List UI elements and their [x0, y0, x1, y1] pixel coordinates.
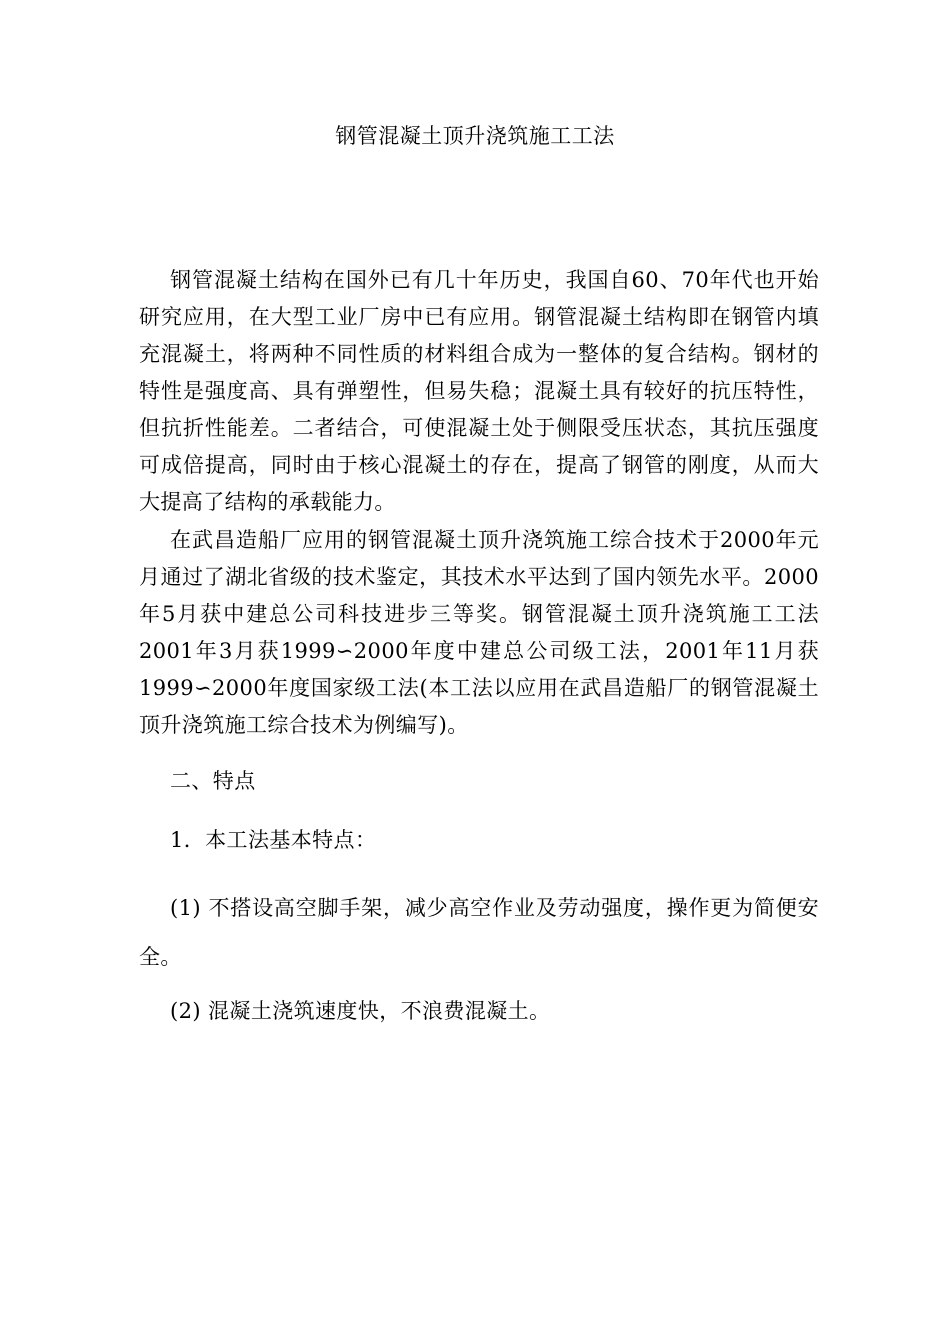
section-heading: 二、特点	[170, 769, 256, 793]
document-body	[139, 262, 819, 1026]
paragraph-awards: 在武昌造船厂应用的钢管混凝土顶升浇筑施工综合技术于2000年元月通过了湖北省级的技术鉴定，其技术水平达到了国内领先水平。2000年5月获中建总公司科技进步三等奖。钢管混凝土顶升浇筑施工工法2001年3月获1999∽2000年度中建总公司级工法，2001年11月获1999∽2000年度国家级工法(本工法以应用在武昌造船厂的钢管混凝土顶升浇筑施工综合技术为例编写)。	[139, 528, 819, 737]
list-item: (2) 混凝土浇筑速度快，不浪费混凝土。	[170, 999, 551, 1023]
subsection-heading: 1．本工法基本特点：	[170, 828, 377, 852]
paragraph-intro: 钢管混凝土结构在国外已有几十年历史，我国自60、70年代也开始研究应用，在大型工业厂房中已有应用。钢管混凝土结构即在钢管内填充混凝土，将两种不同性质的材料组合成为一整体的复合结构。钢材的特性是强度高、具有弹塑性，但易失稳；混凝土具有较好的抗压特性，但抗折性能差。二者结合，可使混凝土处于侧限受压状态，其抗压强度可成倍提高，同时由于核心混凝土的存在，提高了钢管的刚度，从而大大提高了结构的承载能力。	[139, 268, 819, 514]
list-item: (1) 不搭设高空脚手架，减少高空作业及劳动强度，操作更为简便安全。	[139, 896, 819, 969]
document-title: 钢管混凝土顶升浇筑施工工法	[335, 124, 615, 148]
